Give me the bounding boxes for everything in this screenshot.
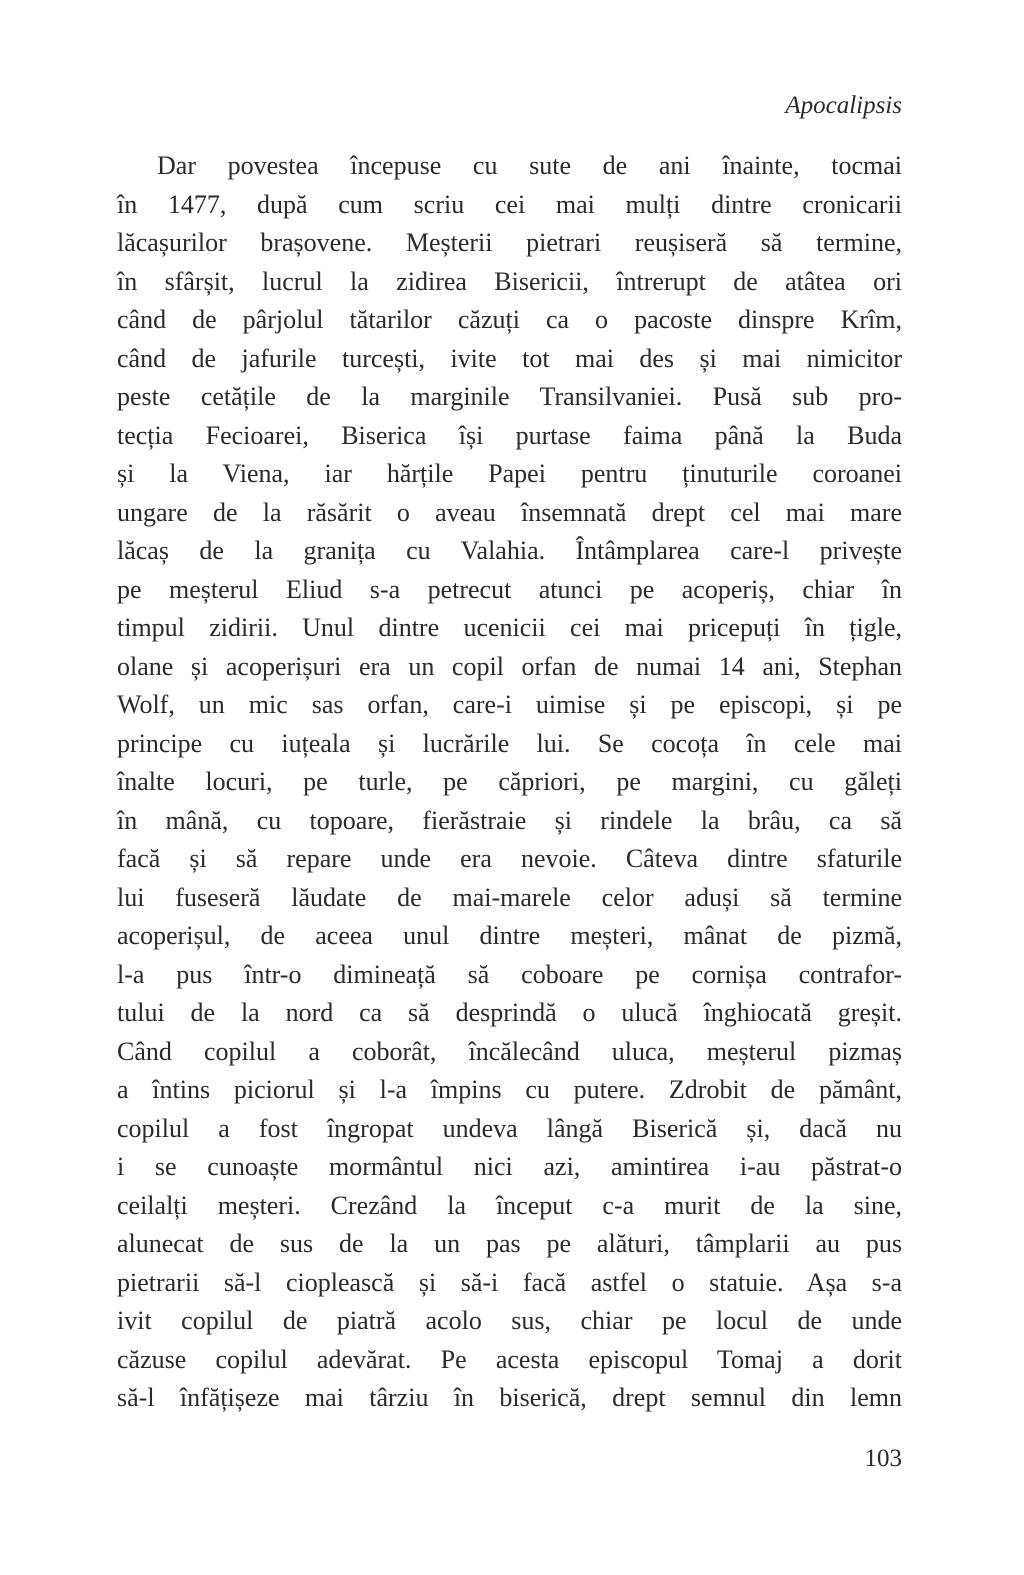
text-line: principe cu iuțeala și lucrările lui. Se cocoța în cele mai	[117, 728, 902, 758]
text-line: acoperișul, de aceea unul dintre meșteri, mânat de pizmă,	[117, 921, 902, 950]
text-line: și la Viena, iar hărțile Papei pentru ținuturile coroanei	[117, 459, 902, 488]
text-line: facă și să repare unde era nevoie. Câteva dintre sfaturile	[117, 844, 902, 873]
text-line: când de pârjolul tătarilor căzuți ca o pacoste dinspre Krîm,	[117, 305, 902, 334]
text-line: lăcaș de la granița cu Valahia. Întâmplarea care-l privește	[117, 536, 902, 565]
text-line: olane și acoperișuri era un copil orfan de numai 14 ani, Stephan	[117, 651, 902, 681]
text-line: pietrarii să-l cioplească și să-i facă astfel o statuie. Așa s-a	[117, 1267, 902, 1297]
text-line: a întins piciorul și l-a împins cu putere. Zdrobit de pământ,	[117, 1075, 902, 1104]
text-line: ceilalți meșteri. Crezând la început c-a murit de la sine,	[117, 1190, 902, 1220]
text-line: înalte locuri, pe turle, pe căpriori, pe margini, cu găleți	[117, 767, 902, 796]
text-line: să-l înfățișeze mai târziu în biserică, drept semnul din lemn	[117, 1383, 902, 1412]
text-line: Când copilul a coborât, încălecând uluca, meșterul pizmaș	[117, 1036, 902, 1066]
text-line: Wolf, un mic sas orfan, care-i uimise și pe episcopi, și pe	[117, 690, 902, 719]
text-line: l-a pus într-o dimineață să coboare pe cornișa contrafor-	[117, 959, 902, 989]
body-text	[117, 147, 902, 1418]
text-line: în sfârșit, lucrul la zidirea Bisericii, întrerupt de atâtea ori	[117, 266, 902, 296]
text-line: pe meșterul Eliud s-a petrecut atunci pe acoperiș, chiar în	[117, 574, 902, 604]
text-line: în mână, cu topoare, fierăstraie și rindele la brâu, ca să	[117, 805, 902, 835]
text-line: lui fuseseră lăudate de mai-marele celor aduși să termine	[117, 882, 902, 912]
text-line: tului de la nord ca să desprindă o ulucă înghiocată greșit.	[117, 998, 902, 1027]
text-line: când de jafurile turcești, ivite tot mai des și mai nimicitor	[117, 343, 902, 373]
text-line: căzuse copilul adevărat. Pe acesta episcopul Tomaj a dorit	[117, 1344, 902, 1374]
text-line: tecția Fecioarei, Biserica își purtase faima până la Buda	[117, 420, 902, 450]
text-line: peste cetățile de la marginile Transilvaniei. Pusă sub pro-	[117, 382, 902, 411]
text-line: timpul zidirii. Unul dintre ucenicii cei mai pricepuți în țigle,	[117, 613, 902, 642]
running-head: Apocalipsis	[785, 92, 902, 119]
text-line: ivit copilul de piatră acolo sus, chiar pe locul de unde	[117, 1306, 902, 1335]
text-line: ungare de la răsărit o aveau însemnată drept cel mai mare	[117, 497, 902, 527]
text-line: în 1477, după cum scriu cei mai mulți dintre cronicarii	[117, 189, 902, 219]
page-number: 103	[864, 1445, 902, 1472]
text-line: i se cunoaște mormântul nici azi, amintirea i-au păstrat-o	[117, 1152, 902, 1181]
text-line: lăcașurilor brașovene. Meșterii pietrari reușiseră să termine,	[117, 228, 902, 257]
text-line: alunecat de sus de la un pas pe alături, tâmplarii au pus	[117, 1229, 902, 1258]
text-line: copilul a fost îngropat undeva lângă Biserică și, dacă nu	[117, 1113, 902, 1143]
text-line: Dar povestea începuse cu sute de ani înainte, tocmai	[157, 151, 902, 180]
